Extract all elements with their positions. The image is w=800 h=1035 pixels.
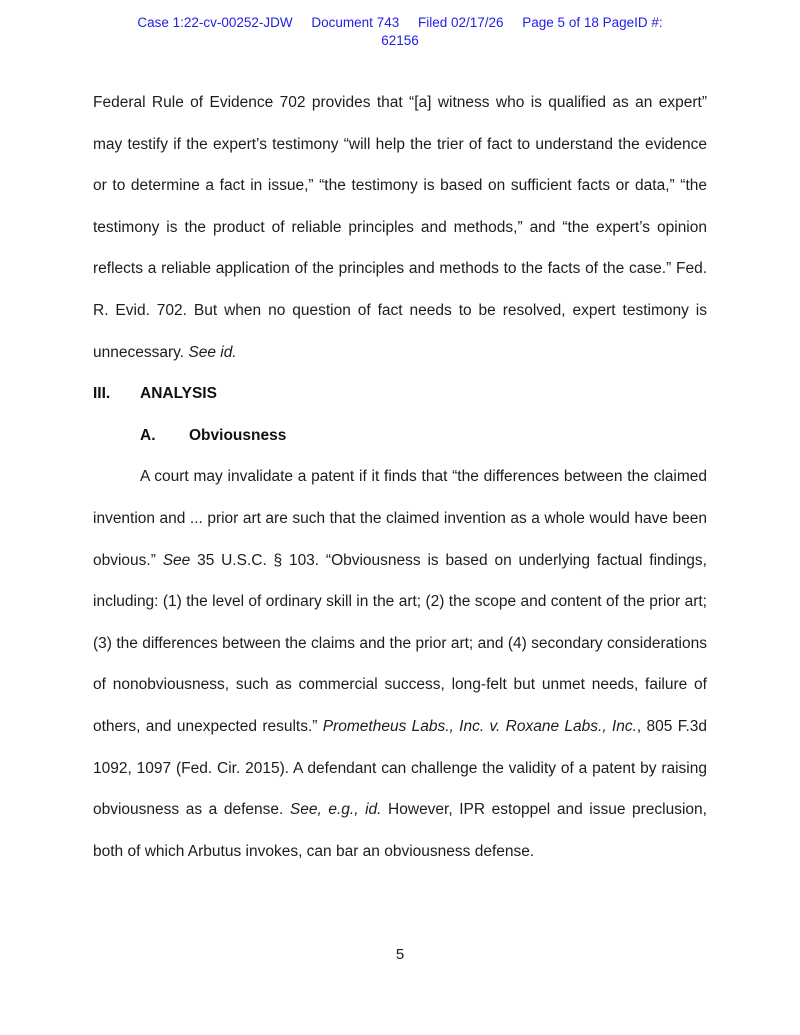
- body-text: 35 U.S.C. § 103. “Obviousness is based on underlying factual findings, including: (1) the level of ordinary skill in the art; (2) the scope and content of the prior art; (3) the differences between the claims and the prior art; and (4) secondary considerations of nonobviousness, such as commercial success, long-felt but unmet needs, failure of others, and unexpected results.”: [93, 551, 707, 735]
- heading-number: III.: [93, 385, 111, 403]
- body-text: A court may invalidate a patent if it finds that “the differences between the claimed invention and ... prior art are such that the claimed invention as a whole would have been obvious.”: [93, 468, 707, 569]
- court-stamp-header: [93, 14, 707, 49]
- citation-text: See id.: [188, 343, 237, 361]
- body-text: Federal Rule of Evidence 702 provides that “[a] witness who is qualified as an expert” may testify if the expert’s testimony “will help the trier of fact to understand the evidence or to determine a fact in issue,” “the testimony is based on sufficient facts or data,” “the testimony is the product of reliable principles and methods,” and “the expert’s opinion reflects a reliable application of the principles and methods to the facts of the case.” Fed. R. Evid. 702. But when no question of fact needs to be resolved, expert testimony is unnecessary.: [93, 94, 707, 361]
- court-stamp-line1: Case 1:22-cv-00252-JDW Document 743 Filed 02/17/26 Page 5 of 18 PageID #:: [137, 15, 663, 30]
- paragraph: [93, 456, 707, 872]
- heading-text: ANALYSIS: [140, 385, 217, 403]
- document-body: [93, 82, 707, 872]
- subsection-heading: [93, 415, 707, 457]
- body-text: However, IPR estoppel and issue preclusion, both of which Arbutus invokes, can bar an obviousness defense.: [93, 801, 707, 860]
- paragraph: [93, 82, 707, 373]
- heading-number: A.: [140, 426, 156, 444]
- page-number: 5: [395, 946, 405, 963]
- body-text: , 805 F.3d 1092, 1097 (Fed. Cir. 2015). A defendant can challenge the validity of a patent by raising obviousness as a defense.: [93, 717, 708, 819]
- citation-text: See: [162, 551, 191, 569]
- citation-text: Prometheus Labs., Inc. v. Roxane Labs., Inc.: [322, 717, 637, 735]
- section-heading: [93, 373, 707, 415]
- citation-text: See, e.g., id.: [289, 801, 382, 819]
- court-stamp-line2: 62156: [381, 32, 419, 48]
- heading-text: Obviousness: [189, 426, 287, 444]
